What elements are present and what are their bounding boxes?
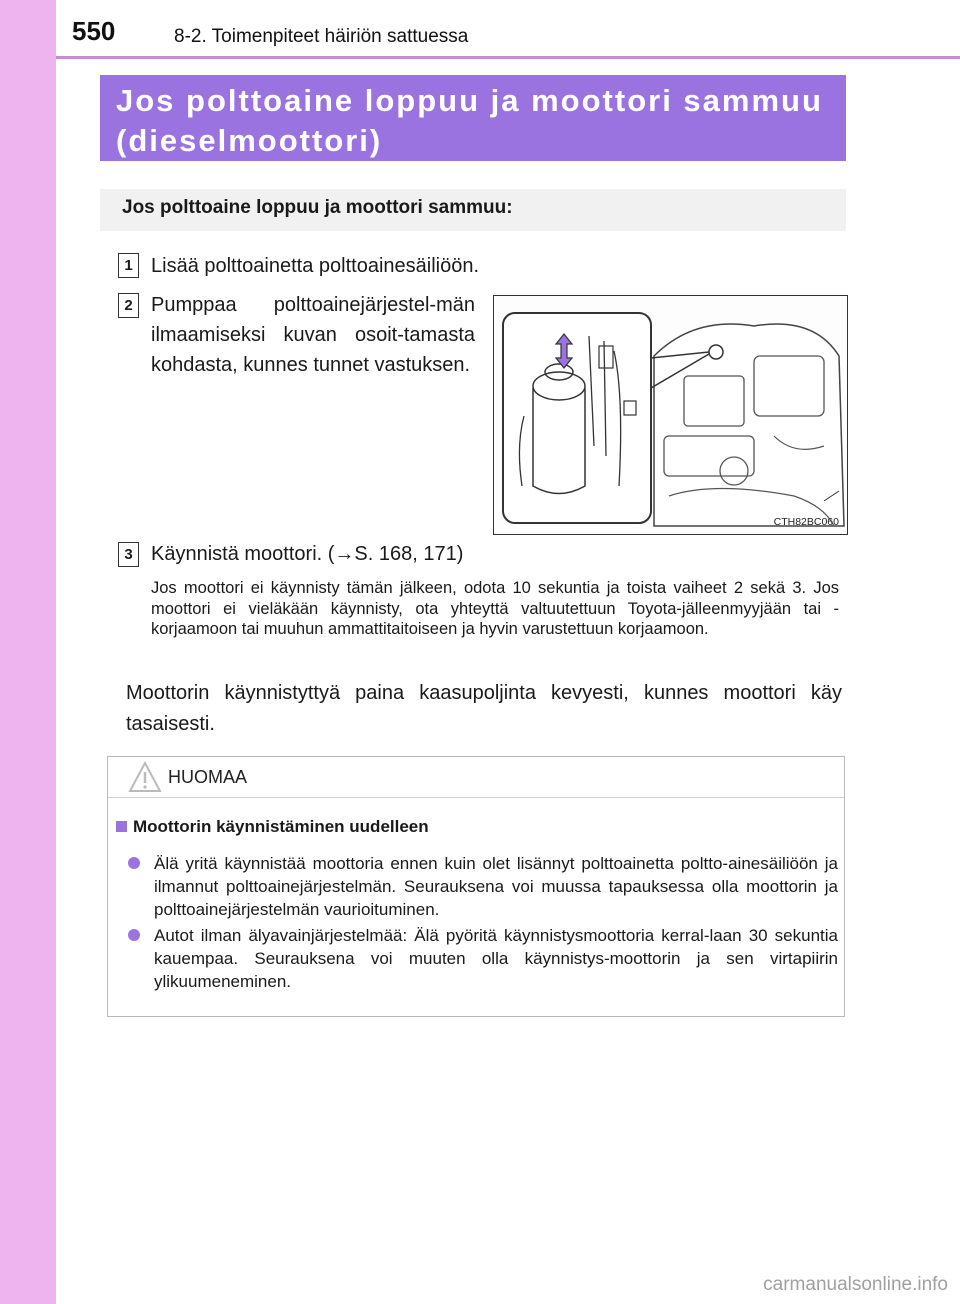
side-band xyxy=(0,0,56,1304)
page-title xyxy=(100,75,846,161)
caution-header xyxy=(108,757,844,798)
bullet-dot-icon xyxy=(128,857,140,869)
page-number: 550 xyxy=(72,16,116,46)
step-number-2: 2 xyxy=(118,293,139,318)
subheading: Jos polttoaine loppuu ja moottori sammuu: xyxy=(100,189,846,231)
caution-heading xyxy=(116,817,429,837)
step-1-text: Lisää polttoainetta polttoainesäiliöön. xyxy=(151,255,480,277)
caution-label: HUOMAA xyxy=(168,767,248,787)
page-title-line2: (dieselmoottori) xyxy=(116,123,383,158)
step-number-3: 3 xyxy=(118,542,139,567)
caution-bullet-text: Älä yritä käynnistää moottoria ennen kuin olet lisännyt polttoainetta poltto-ainesäiliöön ja ilmannut polttoainejärjestelmän. Seurauksena voi muussa tapauksessa olla moottorin ja polttoainejärjestelmän vaurioituminen. xyxy=(154,854,838,919)
step-2-text: Pumppaa polttoainejärjestel-män ilmaamiseksi kuvan osoit-tamasta kohdasta, kunnes tunnet vastuksen. xyxy=(151,294,475,376)
caution-bullet xyxy=(118,924,838,993)
page-title-line1: Jos polttoaine loppuu ja moottori sammuu xyxy=(116,83,823,118)
caution-box xyxy=(107,756,845,1017)
engine-figure xyxy=(493,295,848,535)
caution-bullet xyxy=(118,852,838,921)
step-3-note: Jos moottori ei käynnisty tämän jälkeen, odota 10 sekuntia ja toista vaiheet 2 sekä 3. Jos moottori ei vieläkään käynnisty, ota yhteyttä valtuutettuun Toyota-jälleenmyyjään tai -korjaamoon tai muuhun ammattitaitoiseen ja hyvin varustettuun korjaamoon. xyxy=(151,579,839,638)
fuel-pump-illustration xyxy=(494,296,847,534)
step-number-1: 1 xyxy=(118,253,139,278)
caution-bullet-text: Autot ilman älyavainjärjestelmää: Älä pyöritä käynnistysmoottoria kerral-laan 30 sekuntia kauempaa. Seurauksena voi muuten olla käynnistys-moottorin ja sen virtapiirin ylikuumeneminen. xyxy=(154,926,838,991)
warning-triangle-icon xyxy=(128,761,162,793)
header-rule xyxy=(56,56,960,59)
bullet-dot-icon xyxy=(128,929,140,941)
caution-heading-text: Moottorin käynnistäminen uudelleen xyxy=(133,817,429,836)
after-start-paragraph: Moottorin käynnistyttyä paina kaasupoljinta kevyesti, kunnes moottori käy tasaisesti. xyxy=(126,682,842,735)
figure-code: CTH82BC060 xyxy=(773,516,839,528)
square-bullet-icon xyxy=(116,821,127,832)
step-3-text: Käynnistä moottori. (→S. 168, 171) xyxy=(151,543,464,565)
section-header: 8-2. Toimenpiteet häiriön sattuessa xyxy=(174,26,469,47)
watermark: carmanualsonline.info xyxy=(763,1274,948,1295)
